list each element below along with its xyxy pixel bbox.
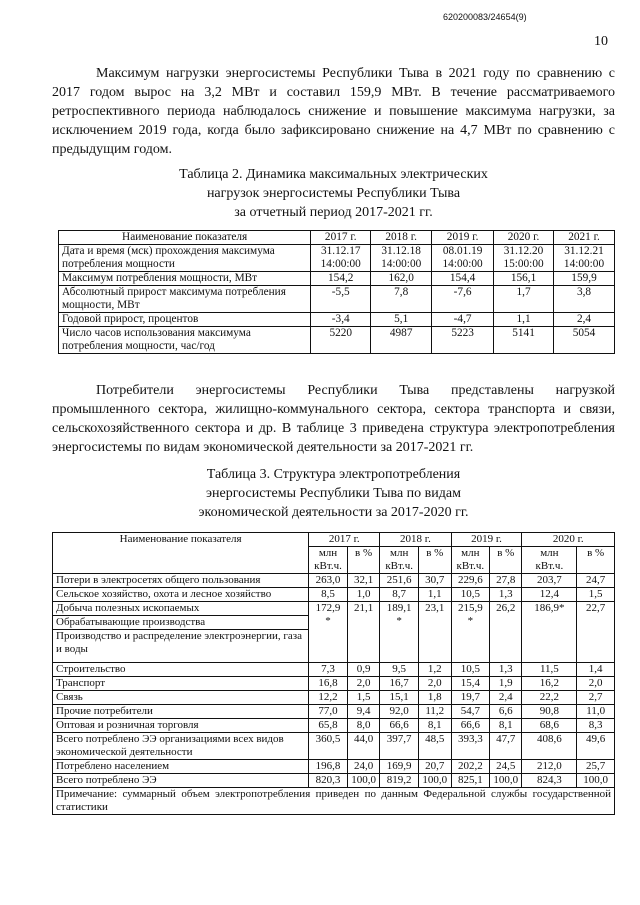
page-number: 10 — [594, 34, 608, 49]
table-cell: 1,0 — [347, 588, 380, 602]
table-cell: 19,7 — [451, 691, 490, 705]
table-cell: 824,3 — [522, 774, 577, 788]
row-label: Всего потреблено ЭЭ — [53, 774, 309, 788]
table-cell: 22,2 — [522, 691, 577, 705]
table3-caption — [52, 465, 615, 522]
table-cell: 66,6 — [380, 719, 419, 733]
table-row — [53, 691, 615, 705]
table-cell: 9,4 — [347, 705, 380, 719]
table-cell: 90,8 — [522, 705, 577, 719]
unit-header: в % — [577, 547, 615, 574]
table-cell: 5,1 — [371, 313, 432, 327]
table-header-cell: Наименование показателя — [59, 231, 311, 245]
table2-caption-line: за отчетный период 2017-2021 гг. — [234, 205, 433, 220]
unit-header: млн кВт.ч. — [380, 547, 419, 574]
table-cell: 68,6 — [522, 719, 577, 733]
table-header-cell: Наименование показателя — [53, 533, 309, 574]
table-cell: 263,0 — [309, 574, 348, 588]
table-cell: 24,5 — [490, 760, 522, 774]
row-label: Добыча полезных ископаемых — [53, 602, 309, 616]
table-cell: 22,7 — [577, 602, 615, 663]
table-cell: -3,4 — [311, 313, 371, 327]
table-cell: 21,1 — [347, 602, 380, 663]
table-cell: 100,0 — [577, 774, 615, 788]
table-cell: 11,5 — [522, 663, 577, 677]
table-cell: 1,7 — [494, 286, 554, 313]
table-cell: 169,9 — [380, 760, 419, 774]
table-cell: 1,5 — [347, 691, 380, 705]
table-cell: 100,0 — [490, 774, 522, 788]
table3-caption-line: Таблица 3. Структура электропотребления — [206, 467, 461, 482]
table-cell: 92,0 — [380, 705, 419, 719]
row-label: Всего потреблено ЭЭ организациями всех видов экономической деятельности — [53, 733, 309, 760]
table-cell: 49,6 — [577, 733, 615, 760]
row-label: Максимум потребления мощности, МВт — [59, 272, 311, 286]
table-cell: 189,1 * — [380, 602, 419, 663]
table-cell: 408,6 — [522, 733, 577, 760]
row-label: Строительство — [53, 663, 309, 677]
row-label: Годовой прирост, процентов — [59, 313, 311, 327]
table2-caption-line: Таблица 2. Динамика максимальных электрических — [179, 167, 488, 182]
table-cell: 819,2 — [380, 774, 419, 788]
table-row — [59, 286, 615, 313]
table-cell: 1,9 — [490, 677, 522, 691]
table-header-cell: 2018 г. — [371, 231, 432, 245]
row-label: Обрабатывающие производства — [53, 616, 309, 630]
unit-header: млн кВт.ч. — [451, 547, 490, 574]
paragraph-max-load: Максимум нагрузки энергосистемы Республики Тыва в 2021 году по сравнению с 2017 годом вырос на 3,2 МВт и составил 159,9 МВт. В течение рассматриваемого ретроспективного периода наблюдалось снижение и повышение максимума нагрузки, за исключением 2019 года, когда было зафиксировано снижение на 4,7 МВт по сравнению с предыдущим годом. — [52, 66, 615, 157]
table-cell: 24,0 — [347, 760, 380, 774]
table-row — [53, 733, 615, 760]
table-cell: 1,5 — [577, 588, 615, 602]
row-label: Связь — [53, 691, 309, 705]
table-note-row — [53, 788, 615, 815]
table-cell: 196,8 — [309, 760, 348, 774]
table-cell: 6,6 — [490, 705, 522, 719]
table-cell: 77,0 — [309, 705, 348, 719]
year-header: 2020 г. — [522, 533, 615, 547]
table-cell: 31.12.17 14:00:00 — [311, 245, 371, 272]
table-row — [53, 760, 615, 774]
table-cell: 8,1 — [490, 719, 522, 733]
table-cell: 7,8 — [371, 286, 432, 313]
table-row — [53, 588, 615, 602]
table-cell: 159,9 — [554, 272, 615, 286]
table-cell: 12,2 — [309, 691, 348, 705]
table-cell: 156,1 — [494, 272, 554, 286]
table-header-row — [53, 533, 615, 547]
unit-header: млн кВт.ч. — [522, 547, 577, 574]
table2-caption-line: нагрузок энергосистемы Республики Тыва — [206, 186, 461, 201]
table-row — [53, 705, 615, 719]
table-cell: 7,3 — [309, 663, 348, 677]
unit-header: в % — [347, 547, 380, 574]
table-cell: 162,0 — [371, 272, 432, 286]
table-cell: 1,1 — [418, 588, 451, 602]
row-label: Потреблено населением — [53, 760, 309, 774]
table-cell: 1,1 — [494, 313, 554, 327]
table-cell: 100,0 — [347, 774, 380, 788]
row-label: Потери в электросетях общего пользования — [53, 574, 309, 588]
row-label: Производство и распределение электроэнергии, газа и воды — [53, 630, 309, 663]
year-header: 2019 г. — [451, 533, 522, 547]
table-cell: 2,0 — [347, 677, 380, 691]
table-cell: 66,6 — [451, 719, 490, 733]
table-cell: 26,2 — [490, 602, 522, 663]
table3-caption-line: экономической деятельности за 2017-2020 гг. — [198, 505, 469, 520]
row-label: Оптовая и розничная торговля — [53, 719, 309, 733]
unit-header: млн кВт.ч. — [309, 547, 348, 574]
row-label: Число часов использования максимума потребления мощности, час/год — [59, 327, 311, 354]
table-cell: 10,5 — [451, 588, 490, 602]
table-cell: 5220 — [311, 327, 371, 354]
table-cell: 4987 — [371, 327, 432, 354]
table-row — [53, 574, 615, 588]
table-cell: 820,3 — [309, 774, 348, 788]
table-cell: 23,1 — [418, 602, 451, 663]
table-cell: 212,0 — [522, 760, 577, 774]
unit-header: в % — [490, 547, 522, 574]
table-cell: 2,7 — [577, 691, 615, 705]
table-cell: 2,4 — [554, 313, 615, 327]
table2-max-load-dynamics — [58, 230, 615, 354]
table-cell: 47,7 — [490, 733, 522, 760]
table-row — [59, 245, 615, 272]
table2-caption — [52, 165, 615, 222]
table-cell: 251,6 — [380, 574, 419, 588]
table-cell: 25,7 — [577, 760, 615, 774]
table-cell: 172,9 * — [309, 602, 348, 663]
table-cell: 8,7 — [380, 588, 419, 602]
table-cell: 16,7 — [380, 677, 419, 691]
table-cell: 8,3 — [577, 719, 615, 733]
table-cell: 24,7 — [577, 574, 615, 588]
table-cell: -7,6 — [432, 286, 494, 313]
table-cell: 8,1 — [418, 719, 451, 733]
table-cell: 48,5 — [418, 733, 451, 760]
table-cell: 5141 — [494, 327, 554, 354]
table-cell: 31.12.21 14:00:00 — [554, 245, 615, 272]
table-header-cell: 2019 г. — [432, 231, 494, 245]
table-cell: 15,4 — [451, 677, 490, 691]
table3-consumption-structure — [52, 532, 615, 815]
table-cell: 1,3 — [490, 588, 522, 602]
table-cell: 9,5 — [380, 663, 419, 677]
table-cell: 3,8 — [554, 286, 615, 313]
table-row — [53, 774, 615, 788]
table-cell: 31.12.18 14:00:00 — [371, 245, 432, 272]
table-cell: 1,2 — [418, 663, 451, 677]
year-header: 2017 г. — [309, 533, 380, 547]
paragraph-consumers: Потребители энергосистемы Республики Тыва представлены нагрузкой промышленного сектора, жилищно-коммунального сектора, сектора транспорта и связи, сельскохозяйственного сектора и др. В таблице 3 приведена структура электропотребления энергосистемы по видам экономической деятельности за 2017-2021 гг. — [52, 383, 615, 455]
row-label: Дата и время (мск) прохождения максимума потребления мощности — [59, 245, 311, 272]
table-cell: 1,3 — [490, 663, 522, 677]
table-cell: 154,4 — [432, 272, 494, 286]
table-cell: 1,4 — [577, 663, 615, 677]
table-cell: 44,0 — [347, 733, 380, 760]
table-cell: 11,0 — [577, 705, 615, 719]
table-row — [53, 663, 615, 677]
table-cell: 2,0 — [418, 677, 451, 691]
table-cell: 11,2 — [418, 705, 451, 719]
table-cell: 397,7 — [380, 733, 419, 760]
table-cell: 5054 — [554, 327, 615, 354]
table-cell: 15,1 — [380, 691, 419, 705]
table-cell: -5,5 — [311, 286, 371, 313]
table-cell: 203,7 — [522, 574, 577, 588]
table-cell: 202,2 — [451, 760, 490, 774]
table-cell: 16,2 — [522, 677, 577, 691]
table-cell: 32,1 — [347, 574, 380, 588]
table-row — [53, 602, 615, 616]
row-label: Сельское хозяйство, охота и лесное хозяйство — [53, 588, 309, 602]
table-cell: 825,1 — [451, 774, 490, 788]
table-cell: 186,9* — [522, 602, 577, 663]
table-row — [53, 719, 615, 733]
table-cell: 5223 — [432, 327, 494, 354]
table-cell: 31.12.20 15:00:00 — [494, 245, 554, 272]
table-cell: 54,7 — [451, 705, 490, 719]
table-header-cell: 2021 г. — [554, 231, 615, 245]
table-cell: 154,2 — [311, 272, 371, 286]
table-cell: 8,5 — [309, 588, 348, 602]
table-cell: 8,0 — [347, 719, 380, 733]
table-cell: 393,3 — [451, 733, 490, 760]
table-cell: 100,0 — [418, 774, 451, 788]
year-header: 2018 г. — [380, 533, 451, 547]
table-row — [59, 272, 615, 286]
table-header-cell: 2020 г. — [494, 231, 554, 245]
table-cell: 16,8 — [309, 677, 348, 691]
table-cell: 27,8 — [490, 574, 522, 588]
table-row — [59, 327, 615, 354]
table-cell: 08.01.19 14:00:00 — [432, 245, 494, 272]
table-cell: 30,7 — [418, 574, 451, 588]
table-cell: 10,5 — [451, 663, 490, 677]
row-label: Прочие потребители — [53, 705, 309, 719]
table-cell: 2,4 — [490, 691, 522, 705]
table-cell: -4,7 — [432, 313, 494, 327]
document-id: 620200083/24654(9) — [443, 12, 527, 22]
table-cell: 12,4 — [522, 588, 577, 602]
unit-header: в % — [418, 547, 451, 574]
table-cell: 1,8 — [418, 691, 451, 705]
table-cell: 2,0 — [577, 677, 615, 691]
table-cell: 20,7 — [418, 760, 451, 774]
table-cell: 360,5 — [309, 733, 348, 760]
table3-caption-line: энергосистемы Республики Тыва по видам — [206, 486, 461, 501]
table-header-cell: 2017 г. — [311, 231, 371, 245]
table-row — [53, 677, 615, 691]
table-cell: 215,9 * — [451, 602, 490, 663]
row-label: Абсолютный прирост максимума потребления мощности, МВт — [59, 286, 311, 313]
table-cell: 0,9 — [347, 663, 380, 677]
table-row — [59, 313, 615, 327]
table-cell: 229,6 — [451, 574, 490, 588]
table-cell: 65,8 — [309, 719, 348, 733]
table-header-row — [59, 231, 615, 245]
row-label: Транспорт — [53, 677, 309, 691]
table-note: Примечание: суммарный объем электропотребления приведен по данным Федеральной службы государственной статистики — [53, 788, 615, 815]
